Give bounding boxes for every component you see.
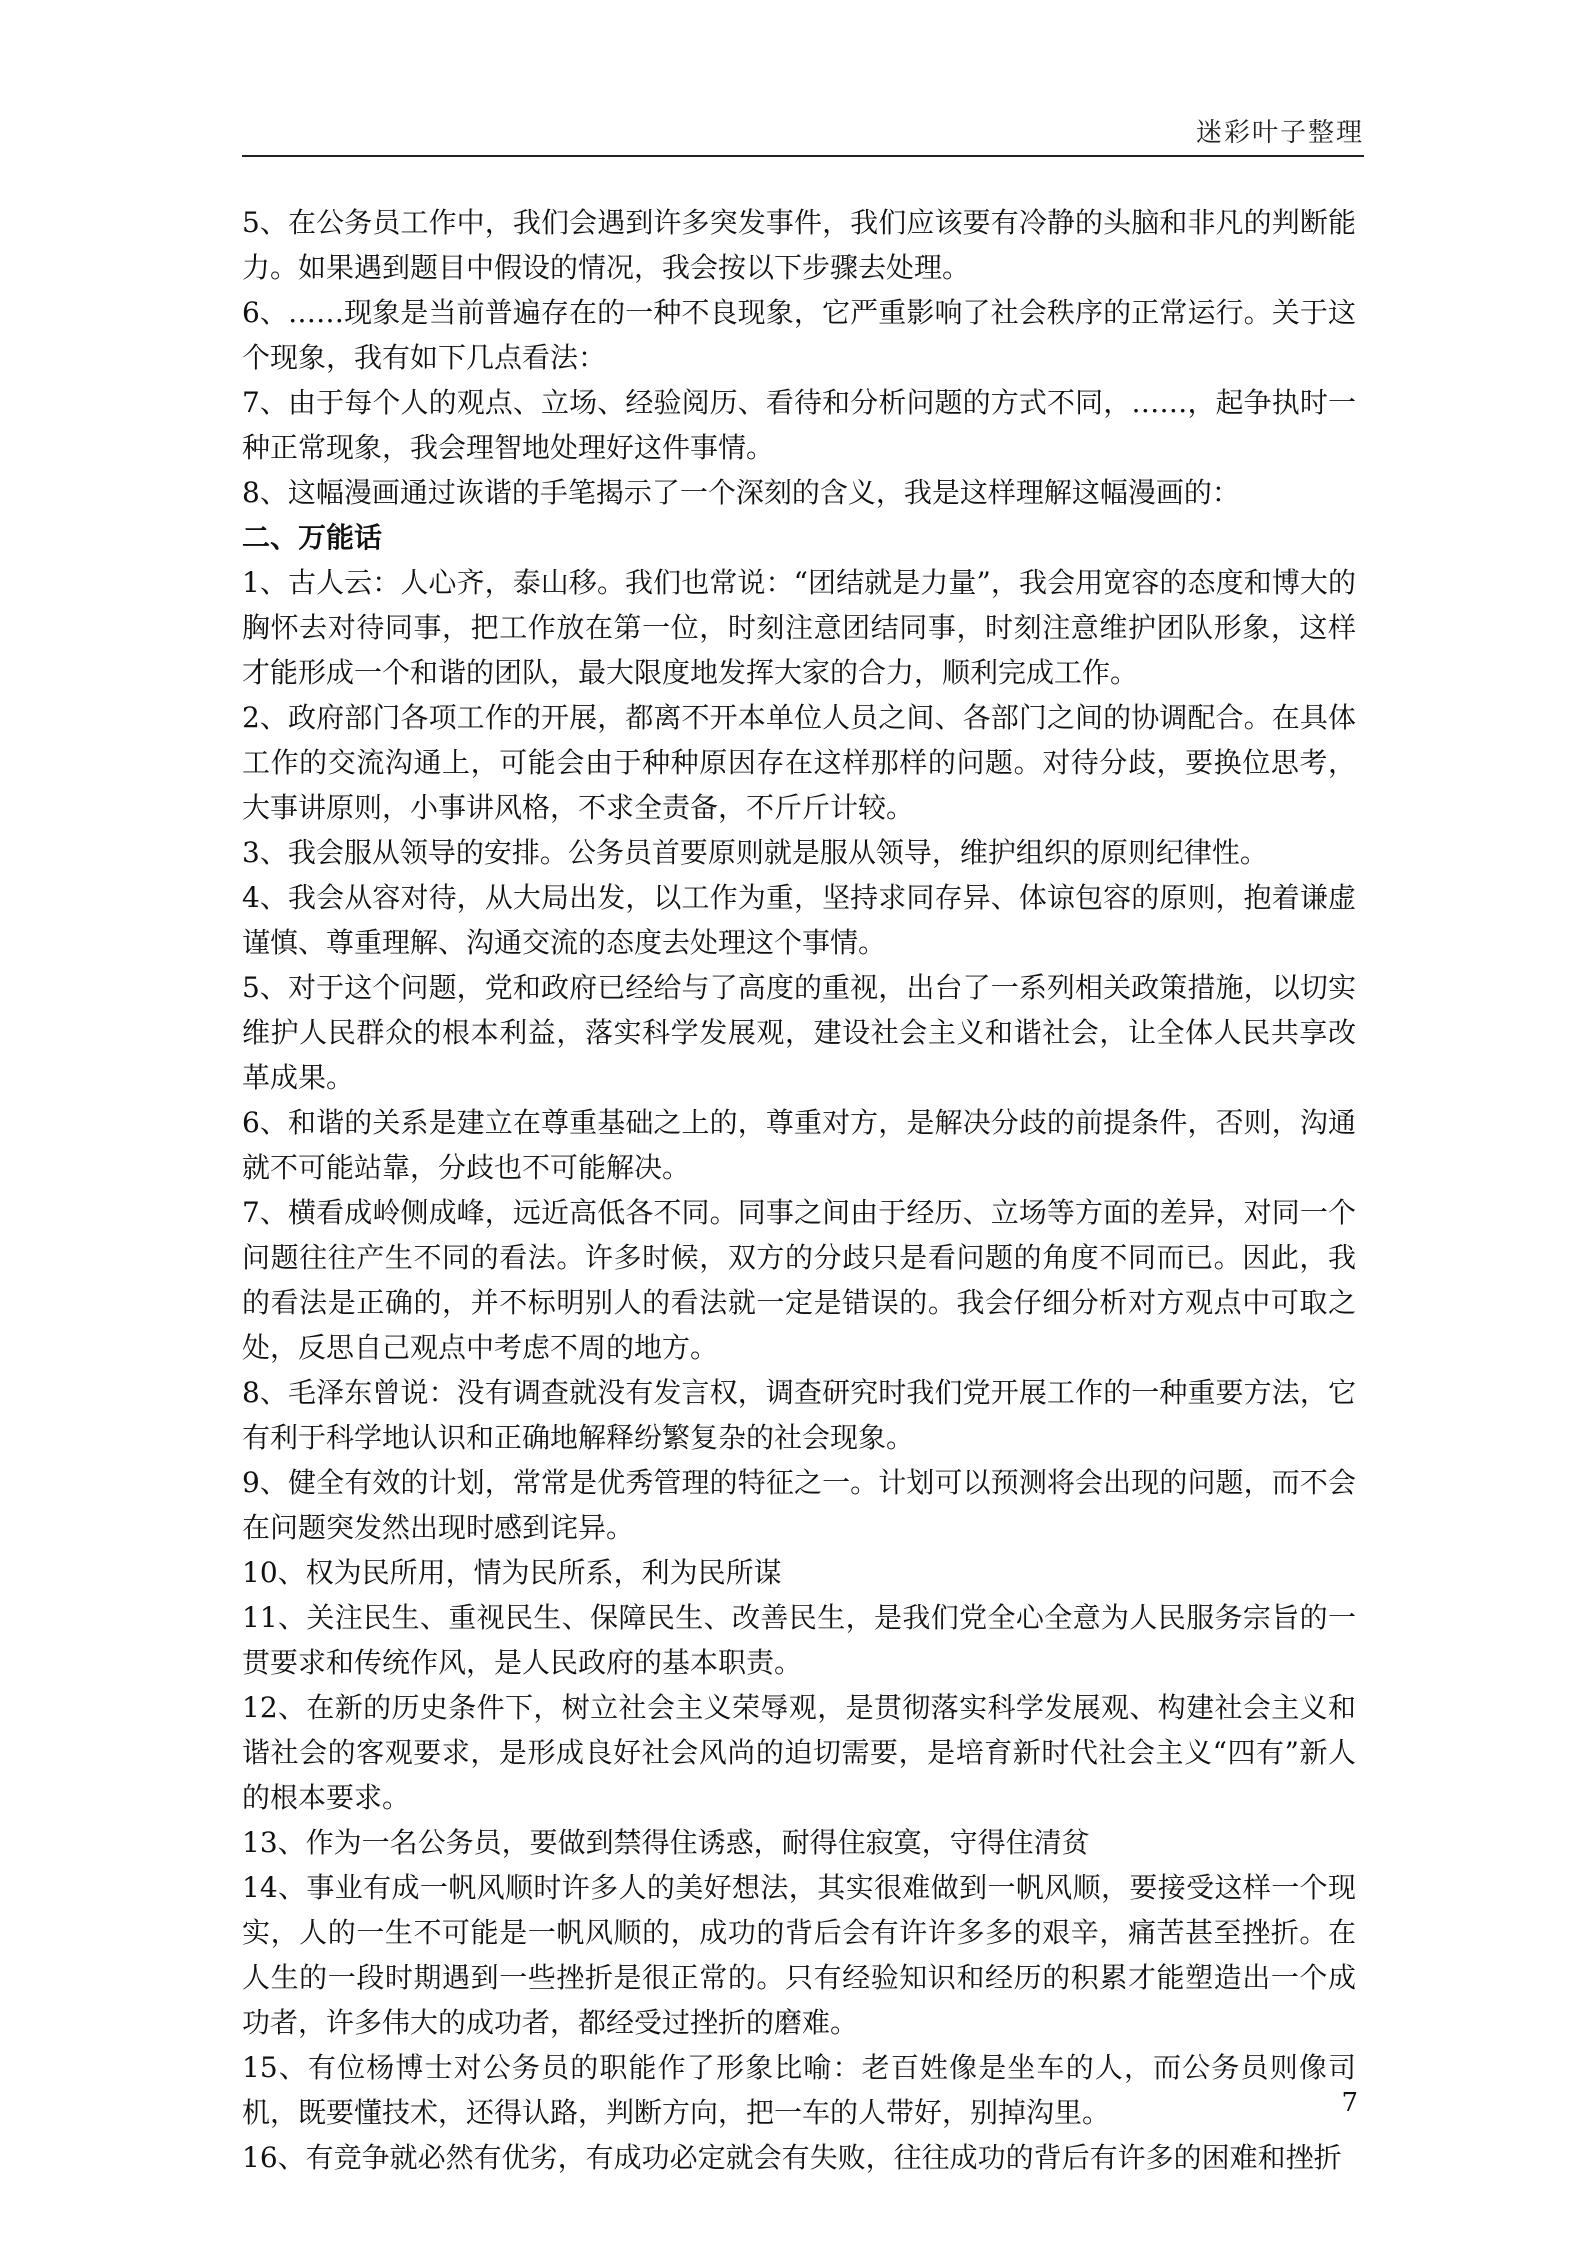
paragraph: 1、古人云：人心齐，泰山移。我们也常说：“团结就是力量”，我会用宽容的态度和博大的胸怀去对待同事，把工作放在第一位，时刻注意团结同事，时刻注意维护团队形象，这样才能形成一个和谐的团队，最大限度地发挥大家的合力，顺利完成工作。 (242, 566, 1356, 689)
paragraph: 11、关注民生、重视民生、保障民生、改善民生，是我们党全心全意为人民服务宗旨的一贯要求和传统作风，是人民政府的基本职责。 (242, 1601, 1356, 1679)
paragraph: 6、……现象是当前普遍存在的一种不良现象，它严重影响了社会秩序的正常运行。关于这个现象，我有如下几点看法： (242, 296, 1356, 374)
paragraph: 16、有竞争就必然有优劣，有成功必定就会有失败，往往成功的背后有许多的困难和挫折 (242, 2141, 1342, 2174)
paragraph: 10、权为民所用，情为民所系，利为民所谋 (242, 1556, 782, 1589)
header-rule (242, 155, 1364, 157)
paragraph: 15、有位杨博士对公务员的职能作了形象比喻：老百姓像是坐车的人，而公务员则像司机，既要懂技术，还得认路，判断方向，把一车的人带好，别掉沟里。 (242, 2051, 1356, 2129)
paragraph: 8、这幅漫画通过诙谐的手笔揭示了一个深刻的含义，我是这样理解这幅漫画的： (242, 476, 1240, 509)
paragraph: 14、事业有成一帆风顺时许多人的美好想法，其实很难做到一帆风顺，要接受这样一个现实，人的一生不可能是一帆风顺的，成功的背后会有许许多多的艰辛，痛苦甚至挫折。在人生的一段时期遇到一些挫折是很正常的。只有经验知识和经历的积累才能塑造出一个成功者，许多伟大的成功者，都经受过挫折的磨难。 (242, 1871, 1356, 2039)
body-text (242, 200, 1356, 2180)
paragraph: 13、作为一名公务员，要做到禁得住诱惑，耐得住寂寞，守得住清贫 (242, 1826, 1090, 1859)
page-number: 7 (1341, 2088, 1358, 2118)
header-text: 迷彩叶子整理 (1195, 118, 1364, 148)
paragraph: 8、毛泽东曾说：没有调查就没有发言权，调查研究时我们党开展工作的一种重要方法，它有利于科学地认识和正确地解释纷繁复杂的社会现象。 (242, 1376, 1356, 1454)
paragraph: 5、在公务员工作中，我们会遇到许多突发事件，我们应该要有冷静的头脑和非凡的判断能力。如果遇到题目中假设的情况，我会按以下步骤去处理。 (242, 206, 1356, 284)
paragraph: 3、我会服从领导的安排。公务员首要原则就是服从领导，维护组织的原则纪律性。 (242, 836, 1268, 869)
section-heading: 二、万能话 (242, 521, 383, 554)
paragraph: 4、我会从容对待，从大局出发，以工作为重，坚持求同存异、体谅包容的原则，抱着谦虚谨慎、尊重理解、沟通交流的态度去处理这个事情。 (242, 881, 1356, 959)
paragraph: 7、横看成岭侧成峰，远近高低各不同。同事之间由于经历、立场等方面的差异，对同一个问题往往产生不同的看法。许多时候，双方的分歧只是看问题的角度不同而已。因此，我的看法是正确的，并不标明别人的看法就一定是错误的。我会仔细分析对方观点中可取之处，反思自己观点中考虑不周的地方。 (242, 1196, 1356, 1364)
paragraph: 9、健全有效的计划，常常是优秀管理的特征之一。计划可以预测将会出现的问题，而不会在问题突发然出现时感到诧异。 (242, 1466, 1356, 1544)
paragraph: 12、在新的历史条件下，树立社会主义荣辱观，是贯彻落实科学发展观、构建社会主义和谐社会的客观要求，是形成良好社会风尚的迫切需要，是培育新时代社会主义“四有”新人的根本要求。 (242, 1691, 1356, 1814)
paragraph: 2、政府部门各项工作的开展，都离不开本单位人员之间、各部门之间的协调配合。在具体工作的交流沟通上，可能会由于种种原因存在这样那样的问题。对待分歧，要换位思考，大事讲原则，小事讲风格，不求全责备，不斤斤计较。 (242, 701, 1356, 824)
paragraph: 6、和谐的关系是建立在尊重基础之上的，尊重对方，是解决分歧的前提条件，否则，沟通就不可能站靠，分歧也不可能解决。 (242, 1106, 1356, 1184)
paragraph: 5、对于这个问题，党和政府已经给与了高度的重视，出台了一系列相关政策措施，以切实维护人民群众的根本利益，落实科学发展观，建设社会主义和谐社会，让全体人民共享改革成果。 (242, 971, 1356, 1094)
paragraph: 7、由于每个人的观点、立场、经验阅历、看待和分析问题的方式不同，……，起争执时一种正常现象，我会理智地处理好这件事情。 (242, 386, 1356, 464)
